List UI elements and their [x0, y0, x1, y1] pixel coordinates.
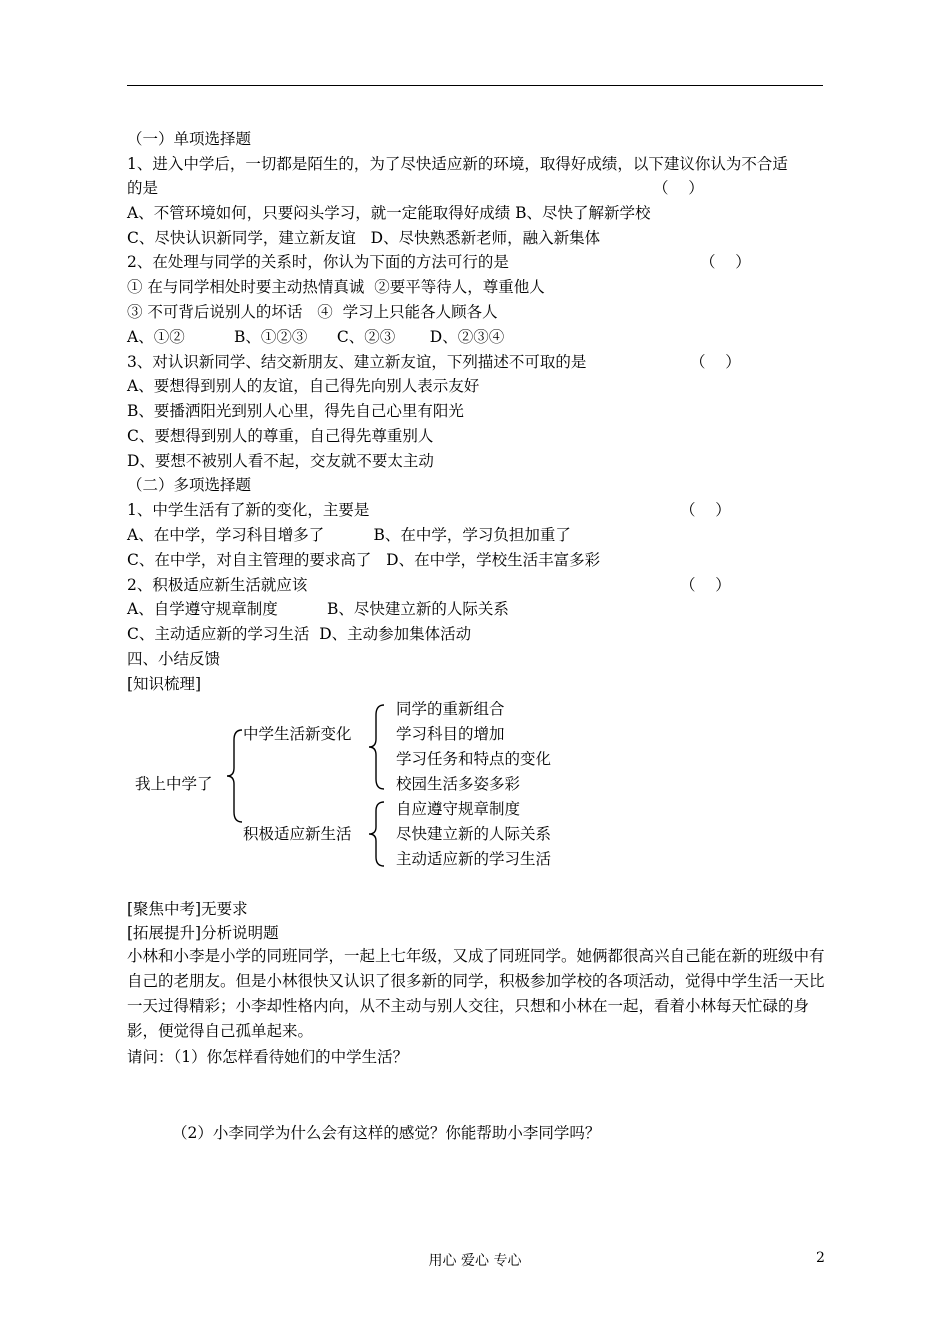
- q3-stem: 3、对认识新同学、结交新朋友、建立新友谊，下列描述不可取的是: [127, 353, 587, 371]
- q1-answer-paren: （ ）: [653, 179, 704, 197]
- branch2-item: 尽快建立新的人际关系: [396, 825, 552, 843]
- branch1-brace: [366, 703, 388, 791]
- m1-options-cd: C、在中学，对自主管理的要求高了 D、在中学，学校生活丰富多彩: [127, 551, 601, 569]
- q2-stem: 2、在处理与同学的关系时，你认为下面的方法可行的是: [127, 253, 509, 271]
- branch2-title: 积极适应新生活: [243, 825, 352, 843]
- m2-answer-paren: （ ）: [680, 576, 731, 594]
- extension-label: [拓展提升]分析说明题: [127, 924, 279, 942]
- m1-answer-paren: （ ）: [680, 501, 731, 519]
- page-number: 2: [816, 1250, 825, 1266]
- m2-options-cd: C、主动适应新的学习生活 D、主动参加集体活动: [127, 625, 472, 643]
- q1-stem-line2: 的是: [127, 179, 159, 197]
- q2-statements-34: ③ 不可背后说别人的坏话 ④ 学习上只能各人顾各人: [127, 303, 498, 321]
- m1-stem: 1、中学生活有了新的变化，主要是: [127, 501, 370, 519]
- q3-option-c: C、要想得到别人的尊重，自己得先尊重别人: [127, 427, 434, 445]
- knowledge-label: [知识梳理]: [127, 675, 202, 693]
- q3-option-d: D、要想不被别人看不起，交友就不要太主动: [127, 452, 434, 470]
- q2-answer-paren: （ ）: [700, 253, 751, 271]
- exam-focus-label: [聚焦中考]无要求: [127, 900, 248, 918]
- branch1-title: 中学生活新变化: [243, 725, 352, 743]
- branch2-item: 自应遵守规章制度: [396, 800, 521, 818]
- story-paragraph: 小林和小李是小学的同班同学，一起上七年级，又成了同班同学。她俩都很高兴自己能在新的班级中有自己的老朋友。但是小林很快又认识了很多新的同学，积极参加学校的各项活动，觉得中学生活一天比一天过得精彩；小李却性格内向，从不主动与别人交往，只想和小林在一起，看着小林每天忙碌的身影，便觉得自己孤单起来。: [127, 947, 825, 1040]
- m2-stem: 2、积极适应新生活就应该: [127, 576, 308, 594]
- section-summary-heading: 四、小结反馈: [127, 650, 221, 668]
- q2-statements-12: ① 在与同学相处时要主动热情真诚 ②要平等待人，尊重他人: [127, 278, 545, 296]
- footer-slogan: 用心 爱心 专心: [428, 1253, 522, 1269]
- section-multi-choice-heading: （二）多项选择题: [127, 476, 252, 494]
- q3-option-b: B、要播洒阳光到别人心里，得先自己心里有阳光: [127, 402, 464, 420]
- tree-root: 我上中学了: [135, 775, 213, 793]
- branch1-item: 学习任务和特点的变化: [396, 750, 552, 768]
- m1-options-ab: A、在中学，学习科目增多了 B、在中学，学习负担加重了: [127, 526, 571, 544]
- question-1: 请问：（1）你怎样看待她们的中学生活？: [127, 1048, 409, 1066]
- q3-answer-paren: （ ）: [690, 353, 741, 371]
- branch1-item: 同学的重新组合: [396, 700, 505, 718]
- q3-option-a: A、要想得到别人的友谊，自己得先向别人表示友好: [127, 377, 480, 395]
- branch1-item: 校园生活多姿多彩: [396, 775, 521, 793]
- q1-stem-line1: 1、进入中学后，一切都是陌生的，为了尽快适应新的环境，取得好成绩，以下建议你认为不合适: [127, 155, 788, 173]
- q1-options-cd: C、尽快认识新同学，建立新友谊 D、尽快熟悉新老师，融入新集体: [127, 229, 601, 247]
- header-rule: [127, 85, 823, 86]
- q1-options-ab: A、不管环境如何，只要闷头学习，就一定能取得好成绩 B、尽快了解新学校: [127, 204, 651, 222]
- section-single-choice-heading: （一）单项选择题: [127, 130, 252, 148]
- m2-options-ab: A、自学遵守规章制度 B、尽快建立新的人际关系: [127, 600, 509, 618]
- question-2: （2）小李同学为什么会有这样的感觉？你能帮助小李同学吗？: [172, 1124, 601, 1142]
- branch2-brace: [366, 800, 388, 868]
- q2-options: A、①② B、①②③ C、②③ D、②③④: [127, 328, 505, 346]
- branch1-item: 学习科目的增加: [396, 725, 505, 743]
- branch2-item: 主动适应新的学习生活: [396, 850, 552, 868]
